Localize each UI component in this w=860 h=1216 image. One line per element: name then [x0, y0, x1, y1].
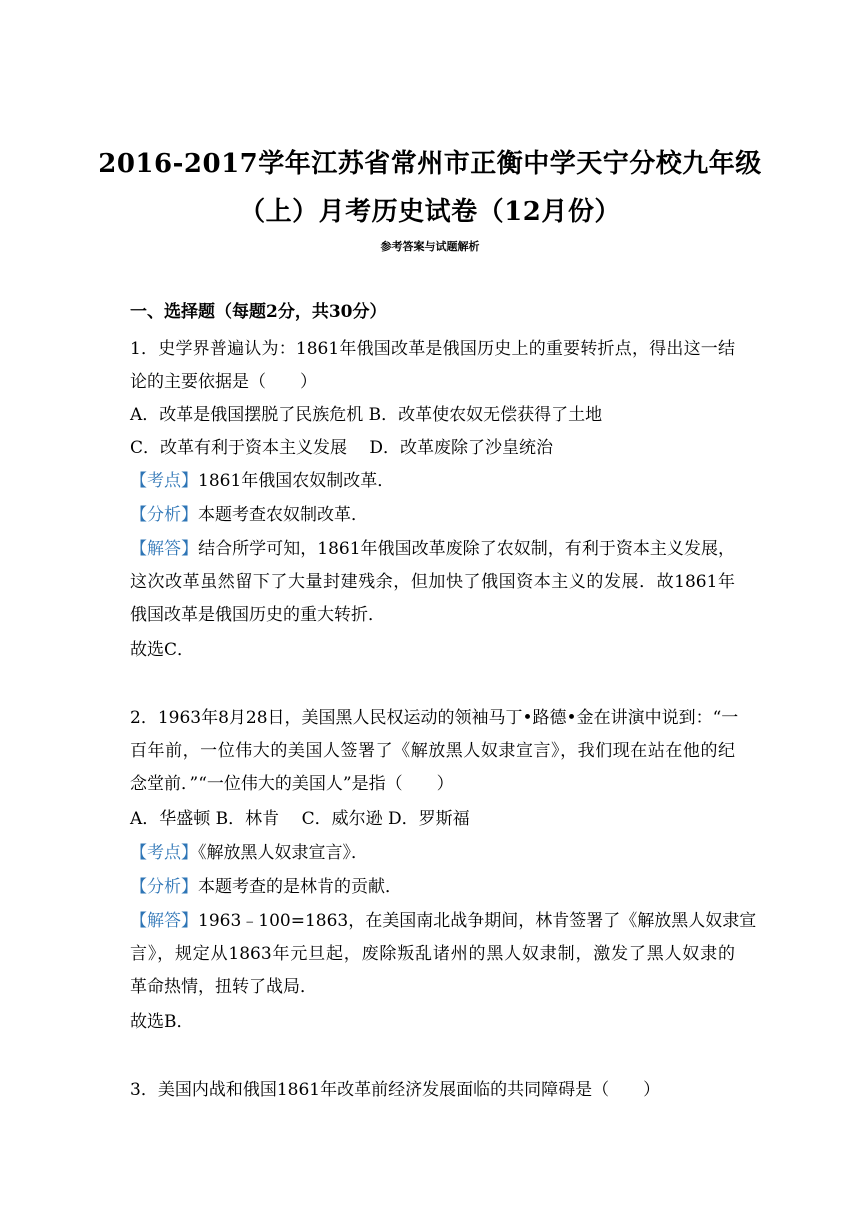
- q2-stem-line1: 2．1963年8月28日，美国黑人民权运动的领袖马丁•路德•金在讲演中说到：“一: [130, 708, 739, 728]
- q1-stem-line2: 论的主要依据是（ ）: [130, 372, 317, 392]
- kaodian-label: 【考点】: [130, 471, 198, 491]
- q2-jieda-line1: [130, 910, 757, 932]
- jieda-label: 【解答】: [130, 539, 199, 559]
- q1-fenxi: [130, 504, 735, 526]
- q2-jieda-line3: 革命热情，扭转了战局．: [130, 977, 317, 997]
- kaodian-label: 【考点】: [130, 843, 198, 863]
- q1-jieda-line1: [130, 538, 735, 560]
- q2-fenxi: [130, 876, 735, 898]
- section-heading: 一、选择题（每题2分，共30分）: [130, 302, 387, 322]
- fenxi-label: 【分析】: [130, 877, 198, 897]
- q1-jieda-line3: 俄国改革是俄国历史的重大转折．: [130, 605, 385, 625]
- q1-options-line2: C．改革有利于资本主义发展 D．改革废除了沙皇统治: [130, 438, 554, 458]
- q2-jieda-line2: 言》，规定从1863年元旦起，废除叛乱诸州的黑人奴隶制，激发了黑人奴隶的: [130, 944, 735, 964]
- q3-stem-line1: 3．美国内战和俄国1861年改革前经济发展面临的共同障碍是（ ）: [130, 1080, 661, 1100]
- q1-answer: 故选C．: [130, 640, 195, 660]
- fenxi-text: 本题考查农奴制改革．: [198, 505, 368, 525]
- q1-options-line1: A．改革是俄国摆脱了民族危机 B．改革使农奴无偿获得了土地: [130, 405, 603, 425]
- page-subtitle: 参考答案与试题解析: [380, 240, 480, 253]
- page-title-line2: （上）月考历史试卷（12月份）: [239, 197, 621, 227]
- jieda-text: 1963﹣100=1863，在美国南北战争期间，林肯签署了《解放黑人奴隶宣: [198, 911, 757, 931]
- jieda-label: 【解答】: [130, 911, 198, 931]
- fenxi-label: 【分析】: [130, 505, 198, 525]
- q1-kaodian: [130, 470, 735, 492]
- q2-options-line1: A．华盛顿 B．林肯 C．威尔逊 D．罗斯福: [130, 809, 470, 829]
- kaodian-text: 《解放黑人奴隶宣言》．: [198, 843, 368, 863]
- kaodian-text: 1861年俄国农奴制改革．: [198, 471, 395, 491]
- q2-kaodian: [130, 842, 735, 864]
- page-title-line1: 2016-2017学年江苏省常州市正衡中学天宁分校九年级: [98, 149, 762, 179]
- q2-stem-line3: 念堂前．”“一位伟大的美国人”是指（ ）: [130, 774, 454, 794]
- q1-stem-line1: 1．史学界普遍认为：1861年俄国改革是俄国历史上的重要转折点，得出这一结: [130, 339, 735, 359]
- jieda-text: 结合所学可知，1861年俄国改革废除了农奴制，有利于资本主义发展，: [198, 539, 736, 559]
- q1-jieda-line2: 这次改革虽然留下了大量封建残余，但加快了俄国资本主义的发展．故1861年: [130, 572, 735, 592]
- q2-answer: 故选B．: [130, 1012, 194, 1032]
- q2-stem-line2: 百年前，一位伟大的美国人签署了《解放黑人奴隶宣言》，我们现在站在他的纪: [130, 741, 735, 761]
- fenxi-text: 本题考查的是林肯的贡献．: [198, 877, 402, 897]
